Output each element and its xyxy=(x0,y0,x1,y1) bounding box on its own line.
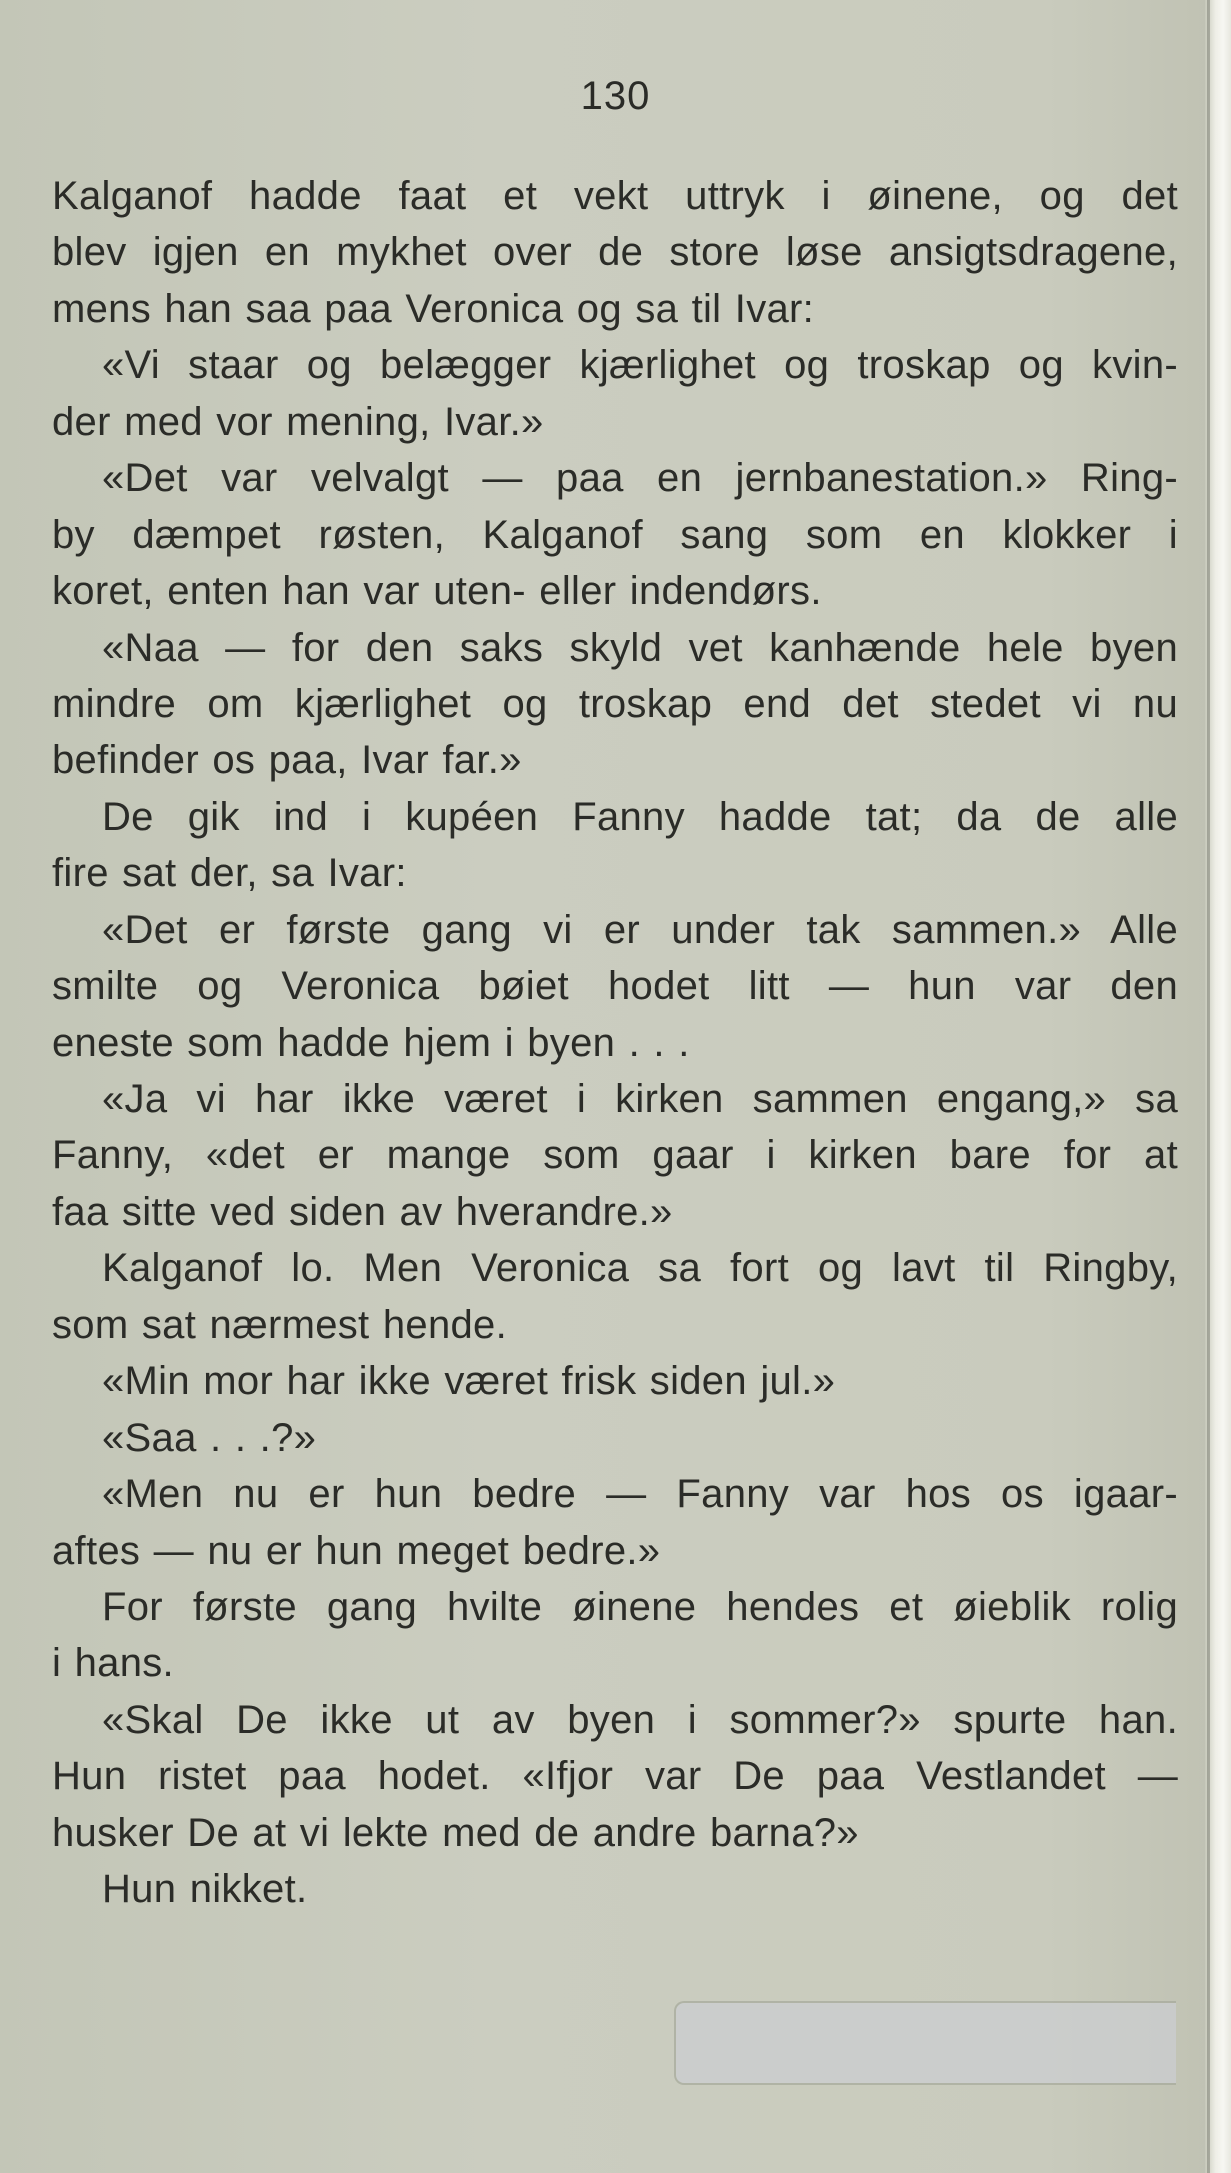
text-line: smilte og Veronica bøiet hodet litt — hun var den xyxy=(52,964,1178,1009)
text-line: Kalganof hadde faat et vekt uttryk i øinene, og det xyxy=(52,174,1178,218)
library-stamp xyxy=(674,2001,1176,2085)
text-line: Fanny, «det er mange som gaar i kirken bare for at xyxy=(52,1133,1178,1178)
text-line: aftes — nu er hun meget bedre.» xyxy=(52,1528,661,1573)
text-line: mens han saa paa Veronica og sa til Ivar: xyxy=(52,286,815,331)
text-line: eneste som hadde hjem i byen . . . xyxy=(52,1020,690,1065)
text-line: fire sat der, sa Ivar: xyxy=(52,851,407,896)
text-line: Kalganof lo. Men Veronica sa fort og lavt til Ringby, xyxy=(102,1246,1178,1291)
text-line: der med vor mening, Ivar.» xyxy=(52,399,544,444)
text-line: «Men nu er hun bedre — Fanny var hos os igaar- xyxy=(102,1472,1178,1517)
text-line: Hun ristet paa hodet. «Ifjor var De paa Vestlandet — xyxy=(52,1754,1178,1799)
text-line: «Skal De ikke ut av byen i sommer?» spurte han. xyxy=(102,1697,1178,1742)
page-number: 130 xyxy=(580,74,651,118)
text-line: «Ja vi har ikke været i kirken sammen engang,» sa xyxy=(102,1077,1178,1121)
text-line: koret, enten han var uten- eller indendørs. xyxy=(52,569,822,614)
text-line: De gik ind i kupéen Fanny hadde tat; da de alle xyxy=(102,794,1178,839)
text-line: faa sitte ved siden av hverandre.» xyxy=(52,1189,673,1234)
text-line: som sat nærmest hende. xyxy=(52,1302,508,1347)
text-line: «Vi staar og belægger kjærlighet og troskap og kvin- xyxy=(102,343,1178,388)
text-line: mindre om kjærlighet og troskap end det stedet vi nu xyxy=(52,681,1178,726)
text-line: Hun nikket. xyxy=(102,1867,308,1912)
page-edge xyxy=(1205,0,1231,2173)
text-line: «Saa . . .?» xyxy=(102,1415,317,1460)
body-text xyxy=(52,168,1178,1918)
text-line: blev igjen en mykhet over de store løse ansigtsdragene, xyxy=(52,230,1178,275)
text-line: «Det var velvalgt — paa en jernbanestation.» Ring- xyxy=(102,456,1178,501)
text-line: «Naa — for den saks skyld vet kanhænde hele byen xyxy=(102,625,1178,670)
text-line: befinder os paa, Ivar far.» xyxy=(52,738,522,783)
text-line: «Det er første gang vi er under tak sammen.» Alle xyxy=(102,907,1178,952)
text-line: i hans. xyxy=(52,1641,174,1686)
text-line: by dæmpet røsten, Kalganof sang som en klokker i xyxy=(52,512,1178,557)
text-line: «Min mor har ikke været frisk siden jul.» xyxy=(102,1359,836,1404)
text-line: husker De at vi lekte med de andre barna?» xyxy=(52,1810,859,1855)
text-line: For første gang hvilte øinene hendes et øieblik rolig xyxy=(102,1584,1178,1629)
